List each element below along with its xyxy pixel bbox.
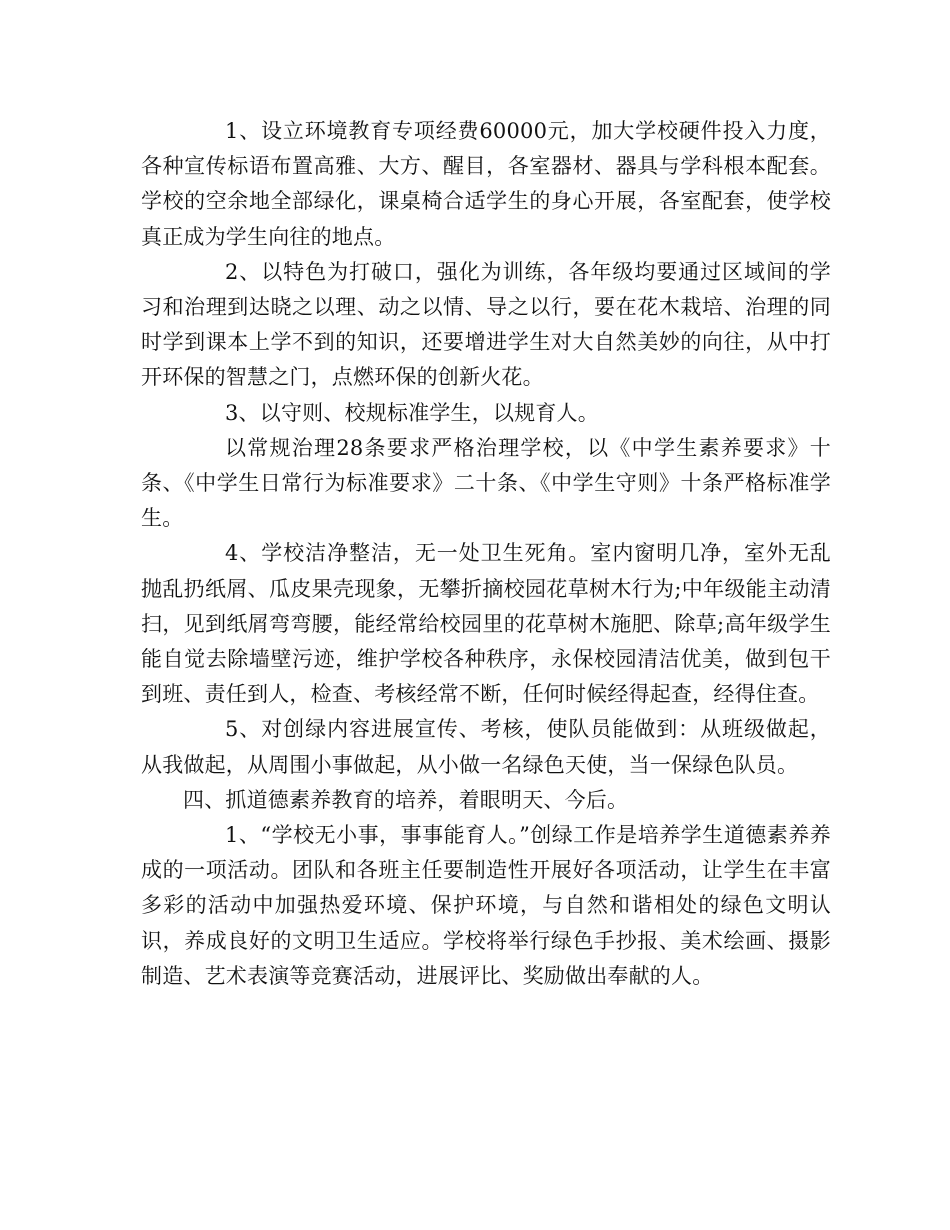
paragraph-4: 以常规治理28条要求严格治理学校，以《中学生素养要求》十条、《中学生日常行为标准要求》二十条、《中学生守则》十条严格标准学生。 <box>141 435 831 531</box>
document-body <box>141 114 831 994</box>
paragraph-1: 1、设立环境教育专项经费60000元，加大学校硬件投入力度，各种宣传标语布置高雅、大方、醒目，各室器材、器具与学科根本配套。学校的空余地全部绿化，课桌椅合适学生的身心开展，各室配套，使学校真正成为学生向往的地点。 <box>141 119 831 249</box>
paragraph-2: 2、以特色为打破口，强化为训练，各年级均要通过区域间的学习和治理到达晓之以理、动之以情、导之以行，要在花木栽培、治理的同时学到课本上学不到的知识，还要增进学生对大自然美妙的向往，从中打开环保的智慧之门，点燃环保的创新火花。 <box>141 259 831 390</box>
section-heading: 四、抓道德素养教育的培养，着眼明天、今后。 <box>183 787 629 812</box>
paragraph-6: 5、对创绿内容进展宣传、考核，使队员能做到：从班级做起，从我做起，从周围小事做起，从小做一名绿色天使，当一保绿色队员。 <box>141 717 831 777</box>
paragraph-7: 1、“学校无小事，事事能育人。”创绿工作是培养学生道德素养养成的一项活动。团队和各班主任要制造性开展好各项活动，让学生在丰富多彩的活动中加强热爱环境、保护环境，与自然和谐相处的绿色文明认识，养成良好的文明卫生适应。学校将举行绿色手抄报、美术绘画、摄影制造、艺术表演等竞赛活动，进展评比、奖励做出奉献的人。 <box>141 823 831 988</box>
paragraph-3: 3、以守则、校规标准学生，以规育人。 <box>225 400 599 425</box>
paragraph-5: 4、学校洁净整洁，无一处卫生死角。室内窗明几净，室外无乱抛乱扔纸屑、瓜皮果壳现象，无攀折摘校园花草树木行为;中年级能主动清扫，见到纸屑弯弯腰，能经常给校园里的花草树木施肥、除草;高年级学生能自觉去除墙壁污迹，维护学校各种秩序，永保校园清洁优美，做到包干到班、责任到人，检查、考核经常不断，任何时候经得起查，经得住查。 <box>141 541 831 707</box>
